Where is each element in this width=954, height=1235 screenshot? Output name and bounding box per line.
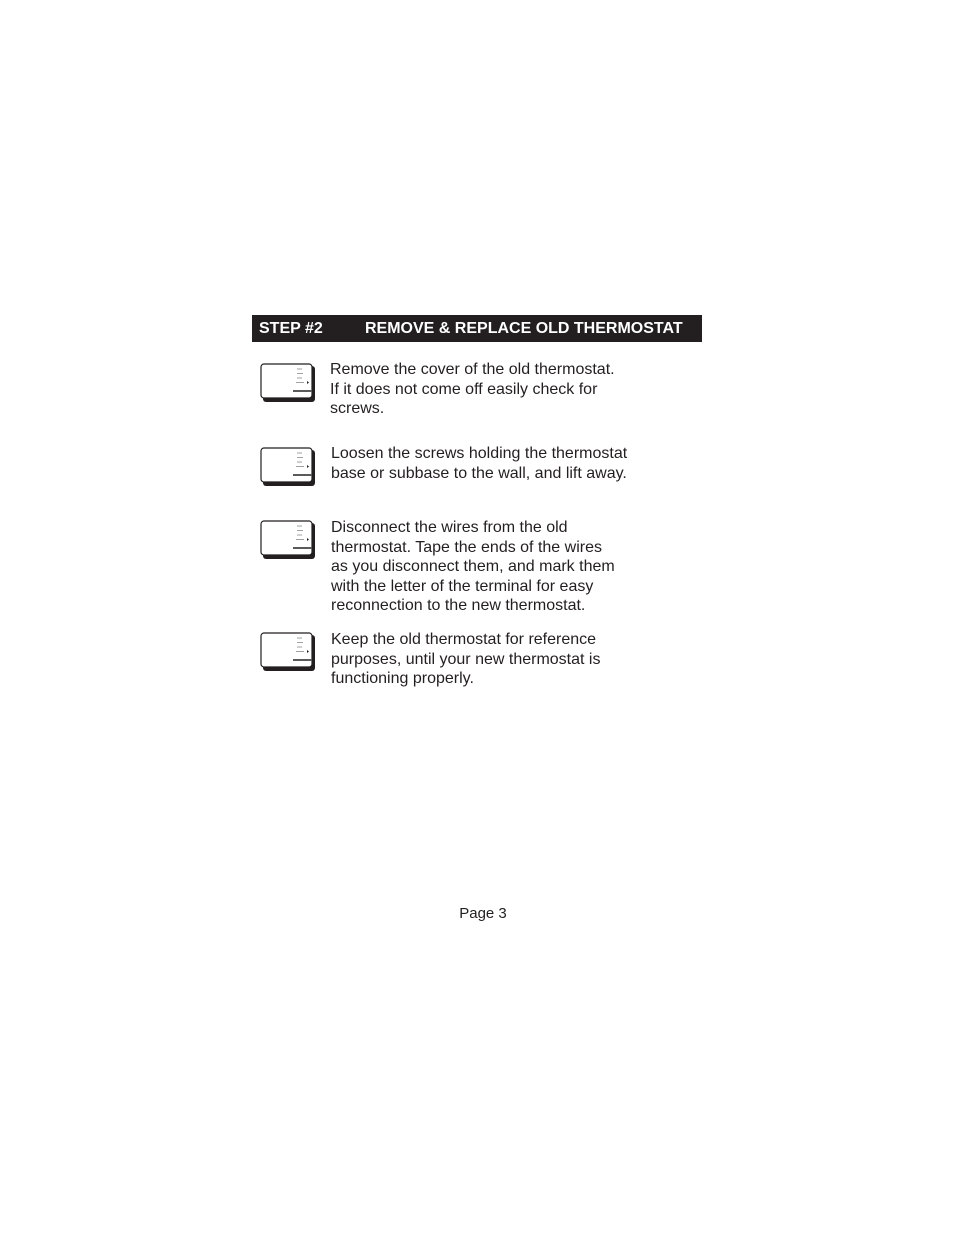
thermostat-icon	[260, 520, 316, 560]
section-title: REMOVE & REPLACE OLD THERMOSTAT	[365, 320, 683, 337]
step-4-text: Keep the old thermostat for reference purposes, until your new thermostat is functioning properly.	[331, 631, 601, 687]
step-3-text: Disconnect the wires from the old thermostat. Tape the ends of the wires as you disconnect them, and mark them with the letter of the terminal for easy reconnection to the new thermostat.	[331, 519, 615, 614]
step-1-text: Remove the cover of the old thermostat. If it does not come off easily check for screws.	[330, 361, 615, 417]
section-header	[252, 315, 702, 342]
thermostat-icon	[260, 632, 316, 672]
step-label: STEP #2	[259, 320, 323, 337]
page-number: Page 3	[459, 905, 507, 922]
thermostat-icon	[260, 363, 316, 403]
step-2-text: Loosen the screws holding the thermostat base or subbase to the wall, and lift away.	[331, 445, 628, 482]
thermostat-icon	[260, 447, 316, 487]
